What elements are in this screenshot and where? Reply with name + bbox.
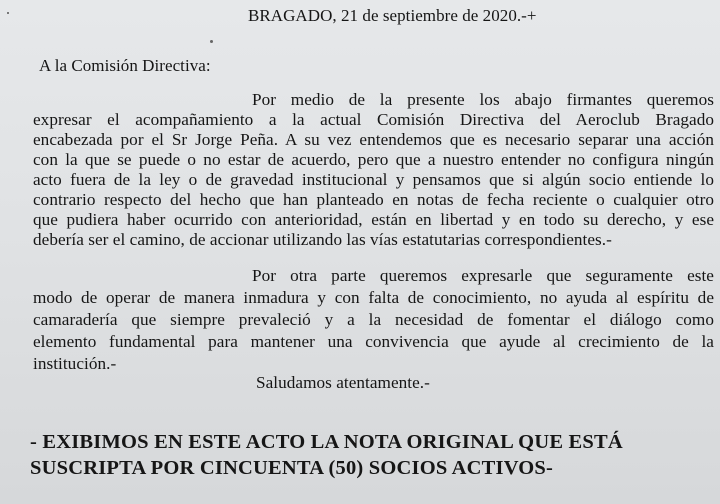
paragraph-line: institución.-: [33, 354, 117, 373]
salutation: A la Comisión Directiva:: [39, 56, 211, 75]
paragraph-line: debería ser el camino, de accionar utilizando las vías estatutarias correspondientes.-: [33, 230, 612, 249]
paragraph-line: acto fuera de la ley o de gravedad institucional y pensamos que si algún socio entiende lo: [33, 170, 714, 189]
footer-note-line: - EXIBIMOS EN ESTE ACTO LA NOTA ORIGINAL QUE ESTÁ: [30, 431, 623, 453]
paragraph-line: Por otra parte queremos expresarle que seguramente este: [252, 266, 714, 285]
footer-note-line: SUSCRIPTA POR CINCUENTA (50) SOCIOS ACTIVOS-: [30, 457, 554, 479]
paragraph-line: expresar el acompañamiento a la actual Comisión Directiva del Aeroclub Bragado: [33, 110, 714, 129]
paragraph-line: elemento fundamental para mantener una convivencia que ayude al crecimiento de la: [33, 332, 714, 351]
paragraph-line: que pudiera haber ocurrido con anterioridad, están en libertad y en todo su derecho, y ese: [33, 210, 714, 229]
paragraph-line: contrario respecto del hecho que han planteado en notas de fecha reciente o cualquier otro: [33, 190, 714, 209]
paragraph-line: Por medio de la presente los abajo firmantes queremos: [252, 90, 714, 109]
date-line: BRAGADO, 21 de septiembre de 2020.-+: [248, 6, 537, 25]
paragraph-line: encabezada por el Sr Jorge Peña. A su vez entendemos que es necesario separar una acción: [33, 130, 714, 149]
paragraph-line: camaradería que siempre prevaleció y a la necesidad de fomentar el diálogo como: [33, 310, 714, 329]
paragraph-line: con la que se puede o no estar de acuerdo, pero que a nuestro entender no configura ningún: [33, 150, 714, 169]
scan-speck: [210, 40, 213, 43]
scan-mark: [7, 12, 9, 14]
paragraph-line: modo de operar de manera inmadura y con falta de conocimiento, no ayuda al espíritu de: [33, 288, 714, 307]
closing-line: Saludamos atentamente.-: [256, 373, 430, 392]
